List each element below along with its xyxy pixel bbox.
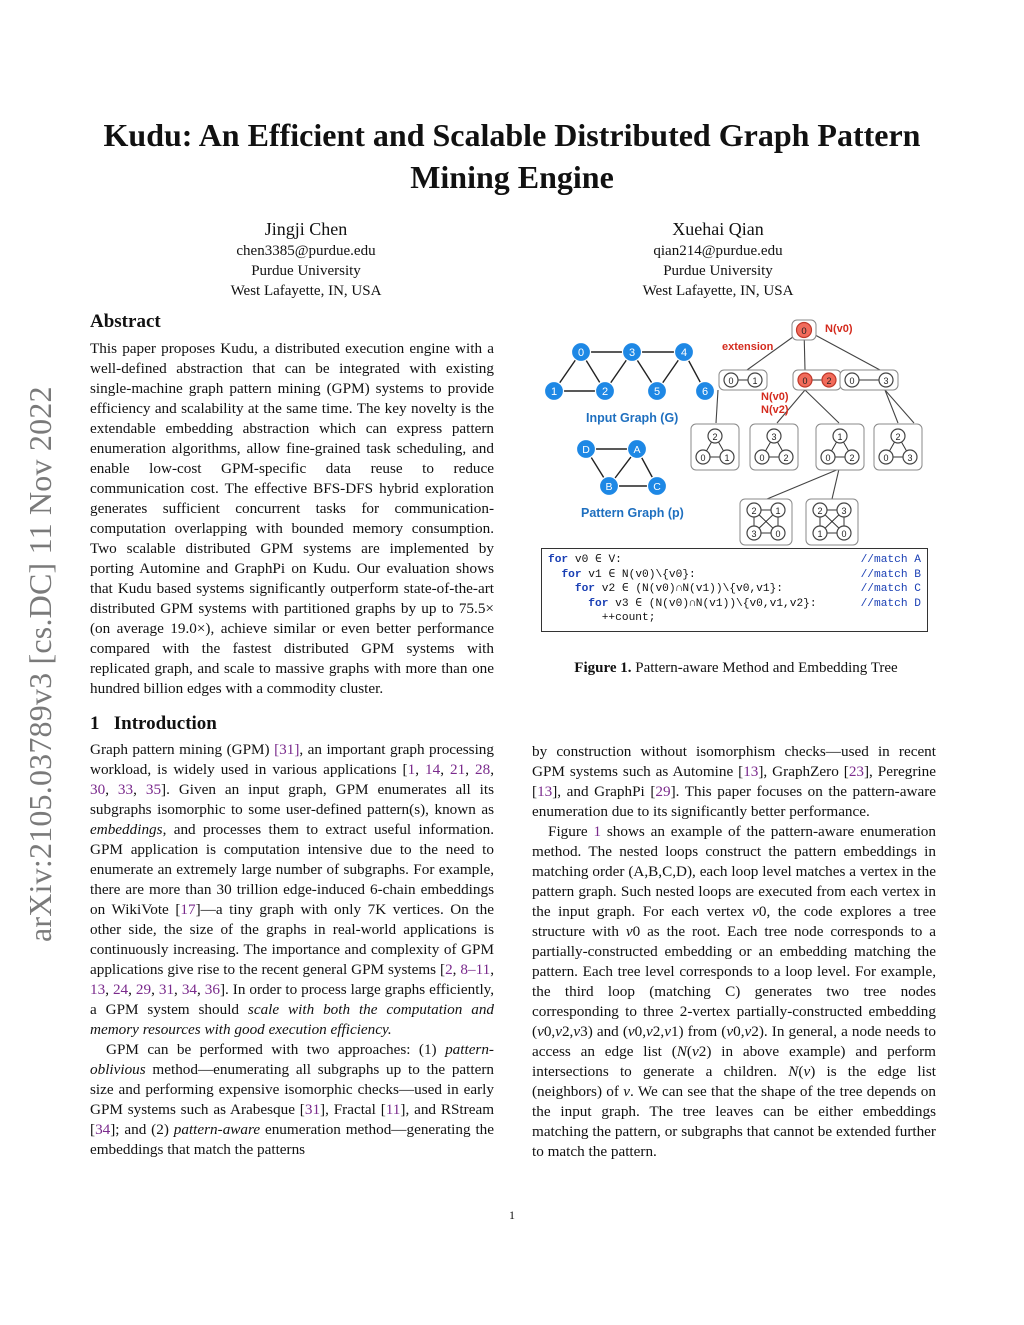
emphasis: pattern-oblivious — [90, 1041, 494, 1078]
citation-link[interactable]: 23 — [848, 763, 864, 780]
tree-vertex-label: 2 — [849, 452, 855, 463]
code-line: ++count; — [601, 612, 656, 624]
tree-vertex-highlight-label: 2 — [826, 375, 832, 386]
embedding-tree-nodes — [691, 320, 922, 545]
emphasis: v — [752, 903, 759, 920]
citation-link[interactable]: 13 — [537, 783, 553, 800]
author-affiliation: Purdue University — [663, 263, 773, 279]
tree-vertex-label: 0 — [841, 528, 847, 539]
intro-paragraph-2: GPM can be performed with two approaches: (1) pattern-oblivious method—enumerating all subgraphs up to the pattern size and performing expensive isomorphic checks—used in early GPM systems such as Arabesque [31], Fractal [11], and RStream [34]; and (2) pattern-aware enumeration method—generating the embeddings that match the patterns — [90, 1041, 495, 1158]
citation-link[interactable]: 33 — [117, 781, 134, 798]
emphasis: N — [788, 1063, 799, 1080]
figure-caption: Figure 1. Pattern-aware Method and Embedding Tree — [574, 660, 898, 676]
tree-vertex-label: 0 — [775, 528, 781, 539]
citation-link[interactable]: 1 — [407, 761, 416, 778]
input-vertex-label: 2 — [601, 385, 609, 398]
tree-vertex-label: 3 — [771, 431, 777, 442]
pattern-vertex-label: C — [653, 480, 661, 493]
emphasis: v — [646, 1023, 653, 1040]
author-affiliation: Purdue University — [251, 263, 361, 279]
page-number: 1 — [509, 1208, 515, 1222]
emphasis: v — [555, 1023, 562, 1040]
author-email: qian214@purdue.edu — [653, 243, 783, 259]
citation-link[interactable]: 13 — [90, 981, 106, 998]
intro-paragraph-1: Graph pattern mining (GPM) [31], an important graph processing workload, is widely used in various applications [1, 14, 21, 28, 30, 33, 35]. Given an input graph, GPM enumerates all its subgraphs isomorphic to some user-defined pattern(s), known as embeddings, and processes them to extract useful information. GPM application is computation intensive due to the need to enumerate an extremely large number of subgraphs. For example, there are more than 30 trillion edge-induced 6-chain embeddings on WikiVote [17]—a tiny graph with only 7K vertices. On the other side, the size of the graphs in real-world applications is continuously increasing. The importance and complexity of GPM applications give rise to the recent general GPM systems [2, 8–11, 13, 24, 29, 31, 34, 36]. In order to process large graphs efficiently, a GPM system should scale with both the computation and memory resources with good execution efficiency. — [90, 741, 495, 1038]
tree-vertex-label: 1 — [817, 528, 823, 539]
citation-link[interactable]: 8–11 — [460, 961, 491, 978]
input-graph-label: Input Graph (G) — [586, 411, 679, 425]
emphasis: v — [537, 1023, 544, 1040]
tree-vertex-label: 2 — [895, 431, 901, 442]
left-column — [90, 312, 494, 1160]
citation-link[interactable]: 24 — [112, 981, 129, 998]
tree-vertex-label: 1 — [775, 505, 781, 516]
pattern-graph-nodes — [577, 440, 667, 496]
citation-link[interactable]: 31 — [304, 1101, 321, 1118]
tree-connectors — [716, 329, 914, 499]
figure-1-diagram — [540, 318, 932, 550]
intro-paragraph-3: by construction without isomorphism checks—used in recent GPM systems such as Automine [13], GraphZero [23], Peregrine [13], and GraphPi [29]. This paper focuses on the pattern-aware enumeration due to its significantly better performance. — [532, 743, 936, 820]
code-line: for v2 ∈ (N(v0)∩N(v1))\{v0,v1}: //match C — [574, 583, 921, 595]
emphasis: v — [726, 1023, 734, 1040]
tree-vertex-label: 0 — [759, 452, 765, 463]
tree-vertex-label: 3 — [883, 375, 889, 386]
input-vertex-label: 5 — [653, 385, 661, 398]
input-vertex-label: 6 — [701, 385, 709, 398]
input-vertex-label: 1 — [550, 385, 558, 398]
tree-vertex-label: 2 — [783, 452, 789, 463]
emphasis: embeddings — [90, 821, 163, 838]
abstract-text: This paper proposes Kudu, a distributed execution engine with a well-defined abstraction that can be integrated with existing single-machine graph pattern mining (GPM) systems to provide efficiency and scalability at the same time. The key novelty is the extendable embedding abstraction which can express pattern enumeration algorithms, allow fine-grained task scheduling, and enable low-cost GPM-specific data reuse to reduce communication cost. The effective BFS-DFS hybrid exploration generates sufficient concurrent tasks for communication-computation overlapping with bounded memory consumption. Two scalable distributed GPM systems are implemented by porting Automine and GraphPi on Kudu. Our evaluation shows that Kudu based systems significantly outperform state-of-the-art distributed GPM systems with partitioned graphs by up to 75.5× (on average 19.0×), achieve similar or even better performance compared with the fastest distributed GPM systems with replicated graph, and scale to massive graphs with more than one hundred billion edges with a commodity cluster. — [90, 340, 494, 697]
citation-link[interactable]: 36 — [204, 981, 220, 998]
citation-link[interactable]: [31] — [274, 741, 300, 758]
citation-link[interactable]: 30 — [90, 781, 106, 798]
input-vertex-label: 0 — [577, 346, 585, 359]
code-line: for v0 ∈ V: //match A — [548, 554, 921, 566]
input-vertex-label: 3 — [628, 346, 636, 359]
input-vertex-label: 4 — [680, 346, 688, 359]
tree-vertex-label: 3 — [751, 528, 757, 539]
citation-link[interactable]: 34 — [181, 981, 197, 998]
author-block-2 — [588, 217, 848, 301]
citation-link[interactable]: 29 — [135, 981, 152, 998]
emphasis: v — [573, 1023, 581, 1040]
code-line: for v1 ∈ N(v0)\{v0}: //match B — [561, 568, 921, 581]
author-email: chen3385@purdue.edu — [236, 243, 376, 259]
intro-heading: 1 Introduction — [90, 713, 217, 734]
tree-vertex-highlight-label: 0 — [802, 375, 808, 386]
citation-link[interactable]: 17 — [180, 901, 196, 918]
tree-vertex-label: 1 — [724, 452, 730, 463]
pattern-graph-label: Pattern Graph (p) — [581, 506, 684, 520]
nv2-label: N(v2) — [761, 404, 789, 416]
pseudocode-box — [541, 548, 928, 632]
author-name: Xuehai Qian — [672, 219, 764, 239]
tree-vertex-label: 1 — [752, 375, 758, 386]
tree-vertex-label: 0 — [700, 452, 706, 463]
tree-vertex-label: 2 — [712, 431, 718, 442]
emphasis: v — [623, 1083, 631, 1100]
citation-link[interactable]: 28 — [475, 761, 491, 778]
tree-vertex-label: 2 — [751, 505, 757, 516]
author-location: West Lafayette, IN, USA — [642, 283, 794, 299]
emphasis: v — [625, 923, 633, 940]
tree-vertex-label: 3 — [907, 452, 913, 463]
citation-link[interactable]: 11 — [385, 1101, 401, 1118]
abstract-heading: Abstract — [90, 311, 161, 332]
tree-vertex-label: 0 — [883, 452, 889, 463]
emphasis: v — [803, 1063, 811, 1080]
tree-vertex-label: 3 — [841, 505, 847, 516]
author-location: West Lafayette, IN, USA — [230, 283, 382, 299]
tree-vertex-label: 0 — [849, 375, 855, 386]
citation-link[interactable]: 13 — [743, 763, 759, 780]
pattern-vertex-label: B — [605, 480, 613, 493]
emphasis: v — [664, 1023, 671, 1040]
nv0-label: N(v0) — [761, 391, 789, 403]
extension-label: extension — [722, 341, 774, 353]
tree-vertex-label: 0 — [728, 375, 734, 386]
pattern-graph-edges — [586, 449, 657, 486]
pattern-vertex-label: A — [633, 443, 641, 456]
citation-link[interactable]: 14 — [425, 761, 441, 778]
citation-link[interactable]: 35 — [145, 781, 162, 798]
citation-link[interactable]: 31 — [158, 981, 175, 998]
paper-title: Kudu: An Efficient and Scalable Distributed Graph Pattern Mining Engine — [103, 117, 921, 195]
citation-link[interactable]: 1 — [593, 823, 602, 840]
intro-paragraph-4: Figure 1 shows an example of the pattern-aware enumeration method. The nested loops construct the pattern embeddings in matching order (A,B,C,D), each loop level matches a vertex in the pattern graph. Such nested loops are executed from each vertex in the input graph. For each vertex v0, the code explores a tree structure with v0 as the root. Each tree node corresponds to a partially-constructed embedding or an embedding matching the pattern. Each tree level corresponds to a loop level. For example, the third loop (matching C) generates two tree nodes corresponding to three 2-vertex partially-constructed embedding (v0,v2,v3) and (v0,v2,v1) from (v0,v2). In general, a node needs to access an edge list (N(v2) in above example) and perform intersections to generate a children. N(v) is the edge list (neighbors) of v. We can see that the shape of the tree depends on the input graph. The tree leaves can be either embeddings matching the pattern, or subgraphs that cannot be extended further to match the pattern. — [532, 823, 936, 1160]
pattern-vertex-label: D — [582, 443, 590, 456]
emphasis: v — [627, 1023, 635, 1040]
arxiv-identifier: arXiv:2105.03789v3 [cs.DC] 11 Nov 2022 — [22, 386, 58, 942]
emphasis: v — [691, 1043, 699, 1060]
emphasis: v — [744, 1023, 752, 1040]
tree-vertex-highlight-label: 0 — [801, 325, 807, 337]
citation-link[interactable]: 29 — [655, 783, 671, 800]
author-name: Jingji Chen — [264, 219, 348, 239]
emphasis: N — [676, 1043, 687, 1060]
root-neighbor-label: N(v0) — [825, 323, 853, 335]
tree-vertex-label: 0 — [825, 452, 831, 463]
author-block-1 — [176, 217, 436, 301]
emphasis: pattern-aware — [173, 1121, 261, 1138]
input-graph-nodes — [545, 343, 715, 401]
citation-link[interactable]: 21 — [450, 761, 466, 778]
emphasis: scale with both the computation and memory resources with good execution efficiency. — [90, 1001, 495, 1038]
citation-link[interactable]: 2 — [445, 961, 453, 978]
tree-vertex-label: 1 — [837, 431, 843, 442]
code-line: for v3 ∈ (N(v0)∩N(v1))\{v0,v1,v2}: //match D — [588, 597, 921, 610]
right-column — [532, 742, 936, 1162]
tree-vertex-label: 2 — [817, 505, 823, 516]
citation-link[interactable]: 34 — [95, 1121, 111, 1138]
